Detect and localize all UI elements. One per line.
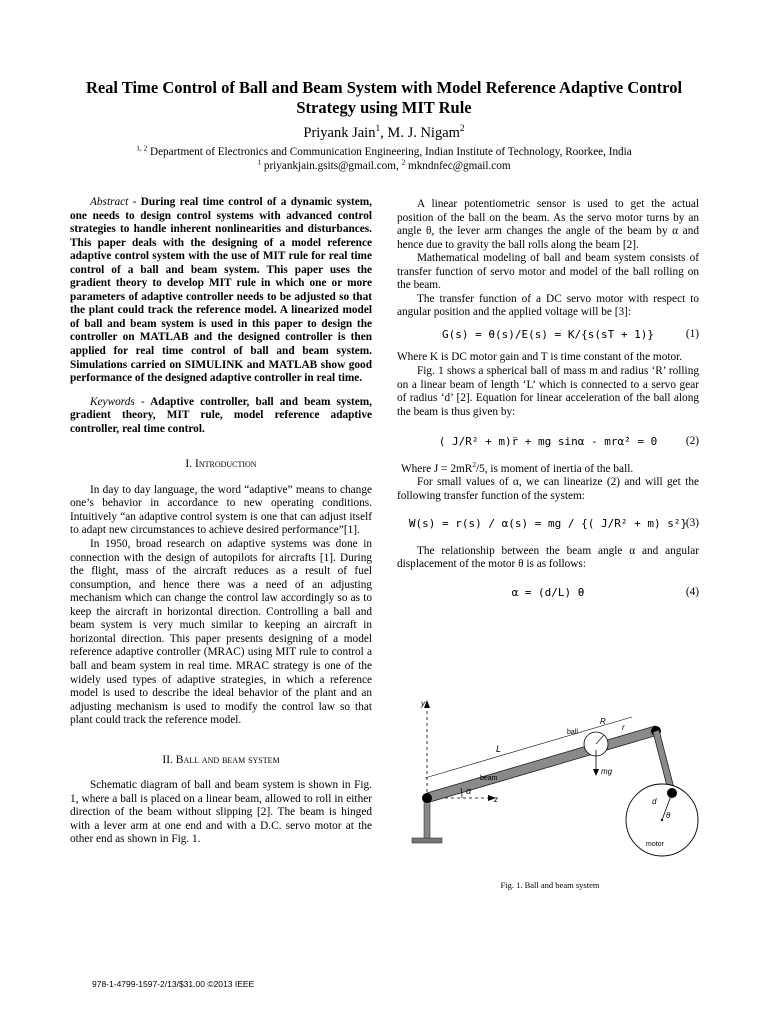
beam-label: beam (480, 775, 498, 782)
equation-2: ( J/R² + m)r̈ + mg sinα - mrα̇² = 0 (2) (438, 435, 699, 449)
author-1: Priyank Jain (303, 125, 376, 141)
right-column (397, 198, 699, 614)
keywords: Keywords - Adaptive controller, ball and beam system, gradient theory, MIT rule, model reference adaptive controller, real time control. (70, 395, 372, 435)
bab-paragraph-1: Schematic diagram of ball and beam system is shown in Fig. 1, where a ball is placed on a linear beam, allowed to roll in either direction of the beam without slipping [2]. The beam is hinged with a lever arm at one end and with a D.C. servo motor at the other end as shown in Fig. 1. (70, 779, 372, 846)
equation-3: W(s) = r(s) / α(s) = mg / {( J/R² + m) s²} (3) (408, 517, 699, 531)
beam-pivot (422, 793, 432, 803)
motor-label: motor (646, 841, 664, 848)
gear-radius-label: d (652, 797, 657, 806)
email-2: mkndnfec@gmail.com (405, 160, 511, 172)
paper-title: Real Time Control of Ball and Beam System with Model Reference Adaptive Control Strategy using MIT Rule (85, 78, 683, 117)
section-heading-ball-and-beam: II. Ball and beam system (162, 753, 280, 766)
intro-paragraph-2: In 1950, broad research on adaptive systems was done in connection with the design of autopilots for aircrafts [1]. During the flight, mass of the aircraft reduces as a result of fuel consumption, and hence there was a need of an adjusting mechanism which can change the control law accordingly so as to keep the aircraft in horizontal direction. Controlling a ball and beam system is very much similar to keeping an aircraft in horizontal direction. This paper presents designing of a model reference adaptive controller (MRAC) using MIT rule to control a ball and beam system in real time. MRAC strategy is one of the widely used types of adaptive strategies, in which a reference model is used to describe the ideal behavior of the plant and an adjusting mechanism is used to modify the control law so that plant could track the reference model. (70, 538, 372, 727)
right-paragraph-4: Where K is DC motor gain and T is time constant of the motor. (397, 351, 683, 364)
gravity-label: mg (601, 767, 613, 776)
right-paragraph-6: Where $J = 2mR^2/5$, is moment of inertia of the ball. (401, 459, 634, 475)
right-paragraph-2: Mathematical modeling of ball and beam system consists of transfer function of servo motor and model of the ball rolling on the beam. (397, 252, 699, 292)
z-label: z (494, 795, 498, 804)
equation-4: α = (d/L) θ (4) (511, 586, 699, 600)
abstract: Abstract - During real time control of a dynamic system, one needs to design control systems with advanced control strategies to handle inherent nonlinearities and disturbances. This paper deals with the designing of a model reference adaptive control system with the use of MIT rule for real time control of a ball and beam system. This paper uses the gradient theory to develop MIT rule in which one or more parameters of adaptive controller needs to be adjusted so that the plant could track the reference model. A linearized model of ball and beam system is used in this paper to design the controller on MATLAB and the designed controller is then applied for real time control of ball and beam system. Simulations carried on SIMULINK and MATLAB show good performance of the designed adaptive controller in real time. (70, 196, 372, 385)
section-heading-introduction: I. Introduction (185, 458, 257, 471)
right-paragraph-5: Fig. 1 shows a spherical ball of mass m and radius ‘R’ rolling on a linear beam of length ‘L’ which is connected to a servo gear of radius ‘d’ [2]. Equation for linear acceleration of the ball along the beam is thus given by: (397, 365, 699, 418)
gravity-arrow-icon (593, 769, 599, 776)
left-column (70, 196, 372, 847)
ball-beam-diagram (400, 690, 700, 865)
figure-caption: Fig. 1. Ball and beam system (500, 880, 600, 890)
y-label: y (421, 699, 425, 708)
length-label: L (496, 744, 502, 754)
ball-label: ball (567, 729, 578, 736)
intro-paragraph-1: In day to day language, the word “adaptive” means to change one’s behavior in accordance to new operating conditions. Intuitively “an adaptive control system is one that can adjust itself to adapt new circumstances to achieve desired performance”[1]. (70, 483, 372, 537)
right-paragraph-1: A linear potentiometric sensor is used to get the actual position of the ball on the beam. As the servo motor turns by an angle θ, the lever arm changes the angle of the beam by α and hence due to gravity the ball rolls along the beam [2]. (397, 198, 699, 251)
alpha-label: α (466, 786, 472, 796)
authors: Priyank Jain$^1$, M. J. Nigam$^2$ (303, 124, 465, 141)
right-paragraph-3: The transfer function of a DC servo motor with respect to angular position and the applied voltage will be [3]: (397, 292, 699, 319)
position-label: r (622, 723, 625, 732)
affiliation: $^{1, 2}$ Department of Electronics and Communication Engineering, Indian Institute of Technology, Roorkee, India $^1$ priyankjain.gsits@gmail.com, $^2$ mkndnfec@gmail.com (136, 144, 632, 172)
pivot-support (424, 798, 430, 840)
radius-label: R (600, 717, 606, 726)
right-paragraph-7: For small values of α, we can linearize (2) and will get the following transfer function of the system: (397, 476, 699, 502)
equation-1: G(s) = θ(s)/E(s) = K/{s(sT + 1)} (1) (442, 327, 699, 341)
email-1: priyankjain.gsits@gmail.com, (261, 160, 402, 172)
footer-copyright: 978-1-4799-1597-2/13/$31.00 ©2013 IEEE (92, 979, 255, 989)
pivot-base (412, 838, 442, 843)
author-2: M. J. Nigam (387, 125, 460, 141)
theta-label: θ (666, 811, 671, 820)
right-paragraph-8: The relationship between the beam angle α and angular displacement of the motor θ is as follows: (397, 544, 699, 571)
